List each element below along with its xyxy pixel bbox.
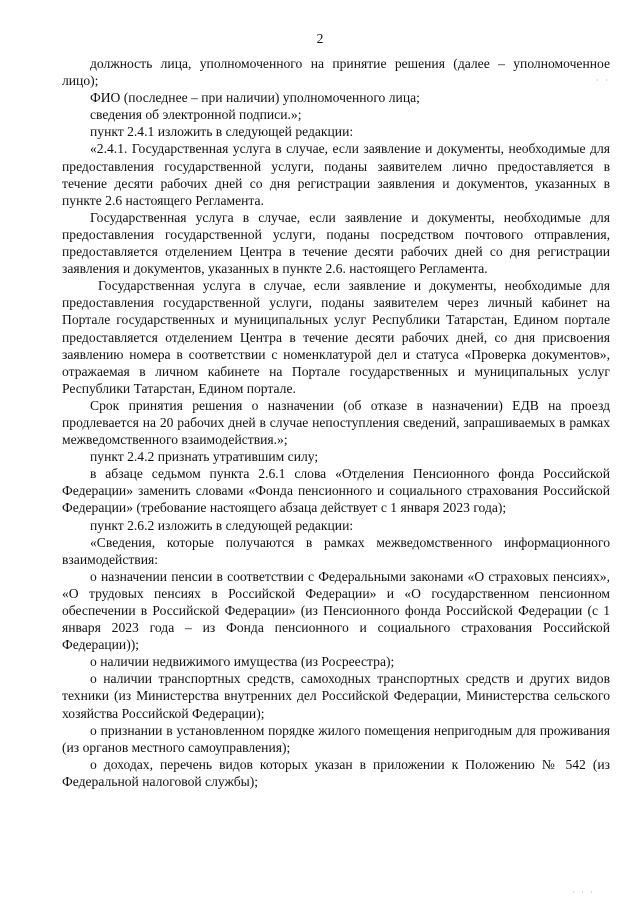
paragraph-11: «Сведения, которые получаются в рамках межведомственного информационного взаимодействия: xyxy=(62,534,610,567)
paragraph-9: в абзаце седьмом пункта 2.6.1 слова «Отделения Пенсионного фонда Российской Федерации» заменить словами «Фонда пенсионного и социального страхования Российской Федерации» (требование настоящего абзаца действует с 1 января 2023 года); xyxy=(62,466,610,516)
paragraph-7: Срок принятия решения о назначении (об отказе в назначении) ЕДВ на проезд продлевается на 20 рабочих дней в случае непоступления сведений, запрашиваемых в рамках межведомственного взаимодействия.»; xyxy=(62,397,610,448)
paragraph-15: о признании в установленном порядке жилого помещения непригодным для проживания (из органов местного самоуправления); xyxy=(62,722,610,755)
document-body xyxy=(62,55,610,790)
paragraph-16: о доходах, перечень видов которых указан в приложении к Положению № 542 (из Федеральной налоговой службы); xyxy=(62,756,610,789)
scan-artifact-top: · · xyxy=(596,76,610,85)
page-number: 2 xyxy=(316,31,324,46)
paragraph-13: о наличии недвижимого имущества (из Росреестра); xyxy=(90,654,395,670)
paragraph-10: пункт 2.6.2 изложить в следующей редакции: xyxy=(90,517,354,533)
paragraph-8: пункт 2.4.2 признать утратившим силу; xyxy=(90,449,319,465)
paragraph-14: о наличии транспортных средств, самоходных транспортных средств и других видов техники (из Министерства внутренних дел Российской Федерации, Министерства сельского хозяйства Российской Федерации); xyxy=(62,671,610,721)
paragraph-0: должность лица, уполномоченного на принятие решения (далее – уполномоченное лицо); xyxy=(62,56,610,89)
paragraph-2: сведения об электронной подписи.»; xyxy=(90,107,302,123)
paragraph-12: о назначении пенсии в соответствии с Федеральными законами «О страховых пенсиях», «О трудовых пенсиях в Российской Федерации» и «О государственном пенсионном обеспечении в Российской Федерации» (из Пенсионного фонда Российской Федерации (с 1 января 2023 года – из Фонда пенсионного и социального страхования Российской Федерации)); xyxy=(62,568,610,653)
paragraph-1: ФИО (последнее – при наличии) уполномоченного лица; xyxy=(90,90,420,106)
paragraph-5: Государственная услуга в случае, если заявление и документы, необходимые для предоставления государственной услуги, поданы посредством почтового отправления, предоставляется отделением Центра в течение десяти рабочих дней со дня регистрации заявления и документов, указанных в пункте 2.6. настоящего Регламента. xyxy=(62,209,610,277)
paragraph-4: «2.4.1. Государственная услуга в случае, если заявление и документы, необходимые для предоставления государственной услуги, поданы заявителем лично предоставляется в течение десяти рабочих дней со дня регистрации заявления и документов, указанных в пункте 2.6 настоящего Регламента. xyxy=(62,141,610,208)
scan-artifact-bottom: · · · xyxy=(572,888,595,897)
paragraph-6: Государственная услуга в случае, если заявление и документы, необходимые для предоставления государственной услуги, поданы заявителем через личный кабинет на Портале государственных и муниципальных услуг Республики Татарстан, Едином портале предоставляется отделением Центра в течение десяти рабочих дней, со дня присвоения заявлению номера в соответствии с номенклатурой дел и статуса «Проверка документов», отражаемая в личном кабинете на Портале государственных и муниципальных услуг Республики Татарстан, Едином портале. xyxy=(62,278,610,396)
paragraph-3: пункт 2.4.1 изложить в следующей редакции: xyxy=(90,124,354,140)
